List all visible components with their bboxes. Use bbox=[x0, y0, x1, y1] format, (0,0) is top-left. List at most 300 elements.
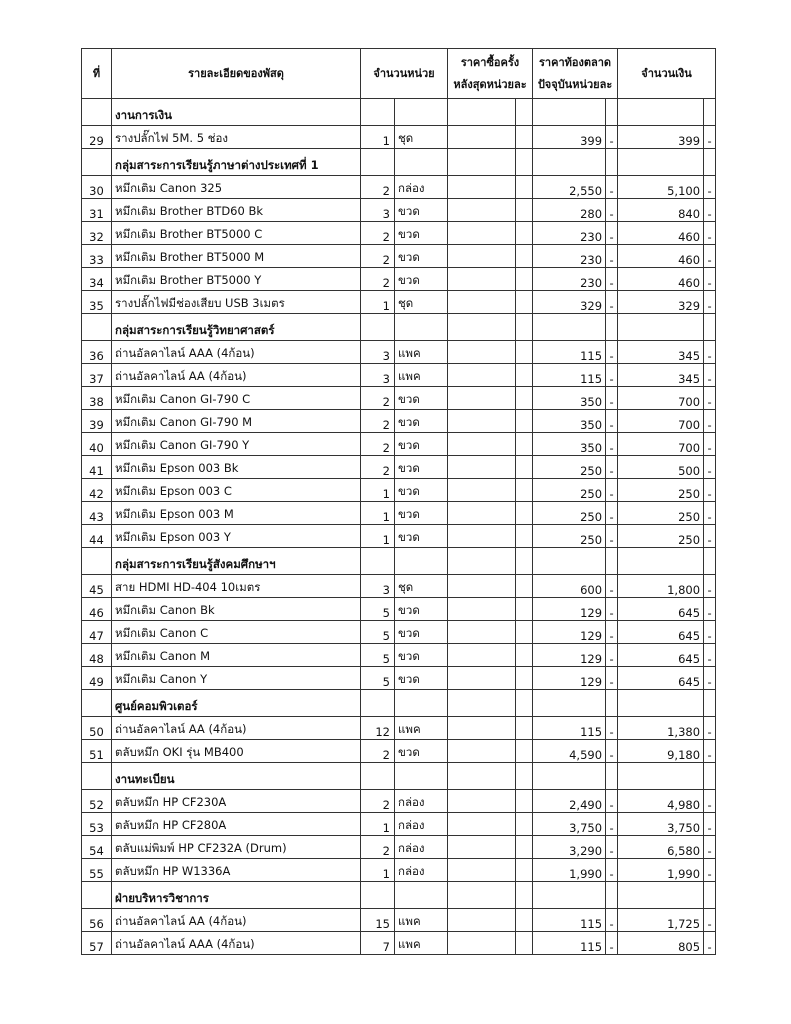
supplies-table bbox=[81, 48, 716, 955]
last-price-cell bbox=[448, 364, 516, 387]
last-price-dec-cell bbox=[516, 836, 533, 859]
item-no: 32 bbox=[82, 222, 112, 245]
group-row bbox=[82, 314, 716, 341]
item-amount: 1,725 bbox=[618, 909, 704, 932]
item-amount: 700 bbox=[618, 387, 704, 410]
market-price-dec-cell bbox=[606, 882, 618, 909]
table-row bbox=[82, 717, 716, 740]
item-market-price-dec: - bbox=[606, 502, 618, 525]
item-description: หมึกเติม Canon M bbox=[112, 644, 361, 667]
last-price-cell bbox=[448, 690, 516, 717]
last-price-cell bbox=[448, 479, 516, 502]
item-unit: ขวด bbox=[395, 525, 448, 548]
item-quantity: 2 bbox=[361, 387, 395, 410]
group-no-cell bbox=[82, 149, 112, 176]
item-unit: ชุด bbox=[395, 126, 448, 149]
item-description: ถ่านอัลคาไลน์ AAA (4ก้อน) bbox=[112, 341, 361, 364]
last-price-cell bbox=[448, 836, 516, 859]
qty-cell bbox=[361, 548, 395, 575]
last-price-cell bbox=[448, 502, 516, 525]
market-price-cell bbox=[533, 149, 606, 176]
last-price-dec-cell bbox=[516, 932, 533, 955]
item-amount: 1,990 bbox=[618, 859, 704, 882]
group-label: ฝ่ายบริหารวิชาการ bbox=[112, 882, 361, 909]
item-market-price-dec: - bbox=[606, 410, 618, 433]
last-price-cell bbox=[448, 621, 516, 644]
last-price-dec-cell bbox=[516, 621, 533, 644]
item-amount: 645 bbox=[618, 598, 704, 621]
item-amount-dec: - bbox=[704, 644, 716, 667]
item-unit: แพค bbox=[395, 364, 448, 387]
item-description: หมึกเติม Canon GI-790 C bbox=[112, 387, 361, 410]
last-price-cell bbox=[448, 199, 516, 222]
item-quantity: 1 bbox=[361, 479, 395, 502]
last-price-dec-cell bbox=[516, 717, 533, 740]
item-no: 54 bbox=[82, 836, 112, 859]
header-market-price-line1: ราคาท้องตลาด bbox=[539, 55, 612, 69]
last-price-cell bbox=[448, 410, 516, 433]
last-price-dec-cell bbox=[516, 882, 533, 909]
item-amount-dec: - bbox=[704, 433, 716, 456]
item-amount-dec: - bbox=[704, 932, 716, 955]
table-row bbox=[82, 932, 716, 955]
item-quantity: 2 bbox=[361, 790, 395, 813]
item-quantity: 2 bbox=[361, 176, 395, 199]
item-market-price-dec: - bbox=[606, 387, 618, 410]
item-description: หมึกเติม Canon Y bbox=[112, 667, 361, 690]
qty-cell bbox=[361, 882, 395, 909]
market-price-dec-cell bbox=[606, 149, 618, 176]
table-row bbox=[82, 644, 716, 667]
group-row bbox=[82, 99, 716, 126]
item-amount: 1,380 bbox=[618, 717, 704, 740]
unit-cell bbox=[395, 690, 448, 717]
last-price-dec-cell bbox=[516, 598, 533, 621]
item-amount: 250 bbox=[618, 525, 704, 548]
item-amount-dec: - bbox=[704, 479, 716, 502]
group-label: ศูนย์คอมพิวเตอร์ bbox=[112, 690, 361, 717]
item-market-price: 250 bbox=[533, 479, 606, 502]
item-amount: 3,750 bbox=[618, 813, 704, 836]
item-unit: ขวด bbox=[395, 199, 448, 222]
table-header-row bbox=[82, 49, 716, 99]
item-amount: 460 bbox=[618, 268, 704, 291]
last-price-dec-cell bbox=[516, 245, 533, 268]
item-quantity: 15 bbox=[361, 909, 395, 932]
item-description: รางปลั๊กไฟ 5M. 5 ช่อง bbox=[112, 126, 361, 149]
item-unit: ขวด bbox=[395, 644, 448, 667]
item-quantity: 5 bbox=[361, 644, 395, 667]
last-price-cell bbox=[448, 314, 516, 341]
table-row bbox=[82, 433, 716, 456]
market-price-cell bbox=[533, 548, 606, 575]
unit-cell bbox=[395, 882, 448, 909]
item-unit: ชุด bbox=[395, 575, 448, 598]
item-market-price-dec: - bbox=[606, 525, 618, 548]
header-no: ที่ bbox=[82, 49, 112, 99]
item-amount-dec: - bbox=[704, 621, 716, 644]
item-amount-dec: - bbox=[704, 199, 716, 222]
item-quantity: 5 bbox=[361, 598, 395, 621]
item-amount-dec: - bbox=[704, 667, 716, 690]
item-market-price-dec: - bbox=[606, 667, 618, 690]
item-market-price-dec: - bbox=[606, 126, 618, 149]
item-quantity: 12 bbox=[361, 717, 395, 740]
amount-dec-cell bbox=[704, 99, 716, 126]
item-description: หมึกเติม Epson 003 Y bbox=[112, 525, 361, 548]
item-market-price: 129 bbox=[533, 667, 606, 690]
qty-cell bbox=[361, 149, 395, 176]
item-quantity: 3 bbox=[361, 341, 395, 364]
market-price-cell bbox=[533, 690, 606, 717]
group-label: กลุ่มสาระการเรียนรู้สังคมศึกษาฯ bbox=[112, 548, 361, 575]
item-market-price-dec: - bbox=[606, 479, 618, 502]
last-price-cell bbox=[448, 341, 516, 364]
item-quantity: 2 bbox=[361, 433, 395, 456]
item-market-price-dec: - bbox=[606, 433, 618, 456]
table-row bbox=[82, 126, 716, 149]
item-market-price: 399 bbox=[533, 126, 606, 149]
last-price-dec-cell bbox=[516, 479, 533, 502]
amount-cell bbox=[618, 314, 704, 341]
item-no: 33 bbox=[82, 245, 112, 268]
item-no: 35 bbox=[82, 291, 112, 314]
table-row bbox=[82, 176, 716, 199]
amount-cell bbox=[618, 690, 704, 717]
last-price-cell bbox=[448, 126, 516, 149]
last-price-dec-cell bbox=[516, 667, 533, 690]
item-market-price: 329 bbox=[533, 291, 606, 314]
header-market-price-line2: ปัจจุบันหน่วยละ bbox=[537, 77, 613, 91]
item-amount: 1,800 bbox=[618, 575, 704, 598]
market-price-dec-cell bbox=[606, 763, 618, 790]
qty-cell bbox=[361, 99, 395, 126]
last-price-cell bbox=[448, 222, 516, 245]
item-market-price: 2,490 bbox=[533, 790, 606, 813]
last-price-cell bbox=[448, 245, 516, 268]
item-description: รางปลั๊กไฟมีช่องเสียบ USB 3เมตร bbox=[112, 291, 361, 314]
item-amount-dec: - bbox=[704, 410, 716, 433]
table-row bbox=[82, 222, 716, 245]
last-price-cell bbox=[448, 932, 516, 955]
item-amount: 6,580 bbox=[618, 836, 704, 859]
group-row bbox=[82, 149, 716, 176]
item-amount-dec: - bbox=[704, 740, 716, 763]
amount-dec-cell bbox=[704, 882, 716, 909]
amount-cell bbox=[618, 149, 704, 176]
last-price-dec-cell bbox=[516, 222, 533, 245]
last-price-cell bbox=[448, 763, 516, 790]
item-unit: ขวด bbox=[395, 433, 448, 456]
item-amount: 645 bbox=[618, 644, 704, 667]
item-market-price-dec: - bbox=[606, 268, 618, 291]
item-market-price: 280 bbox=[533, 199, 606, 222]
group-label: กลุ่มสาระการเรียนรู้ภาษาต่างประเทศที่ 1 bbox=[112, 149, 361, 176]
last-price-dec-cell bbox=[516, 548, 533, 575]
table-row bbox=[82, 387, 716, 410]
item-market-price-dec: - bbox=[606, 291, 618, 314]
item-quantity: 1 bbox=[361, 525, 395, 548]
item-unit: แพค bbox=[395, 717, 448, 740]
item-amount: 460 bbox=[618, 245, 704, 268]
item-market-price: 129 bbox=[533, 644, 606, 667]
item-market-price: 250 bbox=[533, 456, 606, 479]
item-description: หมึกเติม Brother BT5000 M bbox=[112, 245, 361, 268]
item-amount-dec: - bbox=[704, 909, 716, 932]
last-price-dec-cell bbox=[516, 525, 533, 548]
table-row bbox=[82, 268, 716, 291]
item-amount-dec: - bbox=[704, 575, 716, 598]
item-amount-dec: - bbox=[704, 717, 716, 740]
item-description: หมึกเติม Brother BTD60 Bk bbox=[112, 199, 361, 222]
last-price-dec-cell bbox=[516, 176, 533, 199]
item-description: หมึกเติม Epson 003 M bbox=[112, 502, 361, 525]
item-unit: กล่อง bbox=[395, 790, 448, 813]
item-market-price: 115 bbox=[533, 364, 606, 387]
item-no: 30 bbox=[82, 176, 112, 199]
item-no: 42 bbox=[82, 479, 112, 502]
amount-cell bbox=[618, 99, 704, 126]
group-label: กลุ่มสาระการเรียนรู้วิทยาศาสตร์ bbox=[112, 314, 361, 341]
item-no: 31 bbox=[82, 199, 112, 222]
amount-cell bbox=[618, 882, 704, 909]
item-market-price-dec: - bbox=[606, 644, 618, 667]
item-market-price-dec: - bbox=[606, 859, 618, 882]
group-row bbox=[82, 763, 716, 790]
item-market-price-dec: - bbox=[606, 932, 618, 955]
item-market-price: 115 bbox=[533, 932, 606, 955]
item-quantity: 1 bbox=[361, 126, 395, 149]
item-description: ถ่านอัลคาไลน์ AA (4ก้อน) bbox=[112, 909, 361, 932]
group-label: งานการเงิน bbox=[112, 99, 361, 126]
last-price-dec-cell bbox=[516, 410, 533, 433]
item-market-price-dec: - bbox=[606, 456, 618, 479]
table-row bbox=[82, 621, 716, 644]
last-price-cell bbox=[448, 909, 516, 932]
item-market-price-dec: - bbox=[606, 575, 618, 598]
item-quantity: 3 bbox=[361, 575, 395, 598]
item-market-price: 230 bbox=[533, 268, 606, 291]
item-no: 39 bbox=[82, 410, 112, 433]
item-amount: 329 bbox=[618, 291, 704, 314]
item-market-price: 350 bbox=[533, 410, 606, 433]
item-quantity: 2 bbox=[361, 740, 395, 763]
qty-cell bbox=[361, 763, 395, 790]
item-amount: 345 bbox=[618, 364, 704, 387]
item-quantity: 3 bbox=[361, 364, 395, 387]
item-description: หมึกเติม Canon GI-790 M bbox=[112, 410, 361, 433]
item-amount-dec: - bbox=[704, 525, 716, 548]
item-quantity: 1 bbox=[361, 291, 395, 314]
item-quantity: 2 bbox=[361, 456, 395, 479]
item-amount: 4,980 bbox=[618, 790, 704, 813]
amount-dec-cell bbox=[704, 149, 716, 176]
last-price-cell bbox=[448, 790, 516, 813]
item-market-price-dec: - bbox=[606, 717, 618, 740]
last-price-dec-cell bbox=[516, 909, 533, 932]
item-quantity: 2 bbox=[361, 410, 395, 433]
last-price-cell bbox=[448, 548, 516, 575]
last-price-cell bbox=[448, 291, 516, 314]
item-unit: ขวด bbox=[395, 456, 448, 479]
item-no: 53 bbox=[82, 813, 112, 836]
amount-cell bbox=[618, 548, 704, 575]
market-price-dec-cell bbox=[606, 314, 618, 341]
item-quantity: 5 bbox=[361, 621, 395, 644]
group-no-cell bbox=[82, 763, 112, 790]
table-row bbox=[82, 525, 716, 548]
last-price-cell bbox=[448, 644, 516, 667]
last-price-dec-cell bbox=[516, 644, 533, 667]
item-market-price: 250 bbox=[533, 525, 606, 548]
item-market-price-dec: - bbox=[606, 176, 618, 199]
header-last-price-line2: หลังสุดหน่วยละ bbox=[453, 77, 527, 91]
item-unit: กล่อง bbox=[395, 813, 448, 836]
group-row bbox=[82, 548, 716, 575]
item-unit: ขวด bbox=[395, 667, 448, 690]
last-price-cell bbox=[448, 525, 516, 548]
item-market-price: 115 bbox=[533, 717, 606, 740]
table-row bbox=[82, 575, 716, 598]
item-no: 36 bbox=[82, 341, 112, 364]
item-market-price: 350 bbox=[533, 433, 606, 456]
item-amount-dec: - bbox=[704, 364, 716, 387]
market-price-cell bbox=[533, 763, 606, 790]
item-unit: กล่อง bbox=[395, 176, 448, 199]
item-no: 57 bbox=[82, 932, 112, 955]
last-price-cell bbox=[448, 268, 516, 291]
item-market-price: 4,590 bbox=[533, 740, 606, 763]
last-price-cell bbox=[448, 717, 516, 740]
group-no-cell bbox=[82, 314, 112, 341]
last-price-dec-cell bbox=[516, 291, 533, 314]
table-row bbox=[82, 456, 716, 479]
item-description: หมึกเติม Canon 325 bbox=[112, 176, 361, 199]
last-price-cell bbox=[448, 387, 516, 410]
table-row bbox=[82, 667, 716, 690]
last-price-cell bbox=[448, 859, 516, 882]
item-unit: ขวด bbox=[395, 479, 448, 502]
item-description: ถ่านอัลคาไลน์ AA (4ก้อน) bbox=[112, 717, 361, 740]
item-amount: 5,100 bbox=[618, 176, 704, 199]
item-amount: 645 bbox=[618, 667, 704, 690]
item-description: ตลับหมึก HP CF280A bbox=[112, 813, 361, 836]
market-price-cell bbox=[533, 99, 606, 126]
market-price-cell bbox=[533, 314, 606, 341]
last-price-dec-cell bbox=[516, 502, 533, 525]
group-no-cell bbox=[82, 882, 112, 909]
last-price-cell bbox=[448, 176, 516, 199]
item-description: หมึกเติม Canon GI-790 Y bbox=[112, 433, 361, 456]
item-market-price: 350 bbox=[533, 387, 606, 410]
last-price-dec-cell bbox=[516, 149, 533, 176]
last-price-dec-cell bbox=[516, 859, 533, 882]
item-description: หมึกเติม Epson 003 Bk bbox=[112, 456, 361, 479]
item-unit: ขวด bbox=[395, 740, 448, 763]
unit-cell bbox=[395, 149, 448, 176]
item-market-price-dec: - bbox=[606, 790, 618, 813]
item-no: 48 bbox=[82, 644, 112, 667]
table-row bbox=[82, 836, 716, 859]
item-no: 46 bbox=[82, 598, 112, 621]
table-row bbox=[82, 364, 716, 387]
market-price-dec-cell bbox=[606, 690, 618, 717]
group-row bbox=[82, 882, 716, 909]
item-description: หมึกเติม Epson 003 C bbox=[112, 479, 361, 502]
item-amount-dec: - bbox=[704, 341, 716, 364]
table-row bbox=[82, 909, 716, 932]
item-amount-dec: - bbox=[704, 598, 716, 621]
item-description: ตลับหมึก HP CF230A bbox=[112, 790, 361, 813]
item-unit: ขวด bbox=[395, 621, 448, 644]
group-no-cell bbox=[82, 548, 112, 575]
header-last-price bbox=[448, 49, 533, 99]
item-market-price: 250 bbox=[533, 502, 606, 525]
item-quantity: 2 bbox=[361, 222, 395, 245]
item-no: 41 bbox=[82, 456, 112, 479]
item-description: หมึกเติม Brother BT5000 C bbox=[112, 222, 361, 245]
table-row bbox=[82, 813, 716, 836]
item-market-price: 129 bbox=[533, 598, 606, 621]
table-row bbox=[82, 859, 716, 882]
last-price-cell bbox=[448, 598, 516, 621]
item-market-price: 115 bbox=[533, 341, 606, 364]
group-label: งานทะเบียน bbox=[112, 763, 361, 790]
item-quantity: 2 bbox=[361, 268, 395, 291]
item-amount: 345 bbox=[618, 341, 704, 364]
item-unit: แพค bbox=[395, 932, 448, 955]
last-price-dec-cell bbox=[516, 99, 533, 126]
item-amount-dec: - bbox=[704, 813, 716, 836]
item-quantity: 1 bbox=[361, 859, 395, 882]
market-price-dec-cell bbox=[606, 99, 618, 126]
item-amount-dec: - bbox=[704, 222, 716, 245]
header-amount: จำนวนเงิน bbox=[618, 49, 716, 99]
item-market-price: 1,990 bbox=[533, 859, 606, 882]
item-no: 44 bbox=[82, 525, 112, 548]
item-no: 56 bbox=[82, 909, 112, 932]
header-last-price-line1: ราคาซื้อครั้ง bbox=[460, 55, 520, 69]
last-price-dec-cell bbox=[516, 387, 533, 410]
market-price-dec-cell bbox=[606, 548, 618, 575]
item-quantity: 5 bbox=[361, 667, 395, 690]
last-price-dec-cell bbox=[516, 268, 533, 291]
item-market-price-dec: - bbox=[606, 199, 618, 222]
item-no: 51 bbox=[82, 740, 112, 763]
last-price-cell bbox=[448, 456, 516, 479]
item-market-price-dec: - bbox=[606, 836, 618, 859]
item-description: หมึกเติม Canon C bbox=[112, 621, 361, 644]
item-unit: แพค bbox=[395, 341, 448, 364]
group-row bbox=[82, 690, 716, 717]
item-market-price-dec: - bbox=[606, 598, 618, 621]
item-no: 43 bbox=[82, 502, 112, 525]
item-amount: 250 bbox=[618, 502, 704, 525]
header-quantity: จำนวนหน่วย bbox=[361, 49, 448, 99]
item-amount-dec: - bbox=[704, 836, 716, 859]
item-quantity: 7 bbox=[361, 932, 395, 955]
item-amount-dec: - bbox=[704, 268, 716, 291]
last-price-dec-cell bbox=[516, 341, 533, 364]
item-description: สาย HDMI HD-404 10เมตร bbox=[112, 575, 361, 598]
item-market-price-dec: - bbox=[606, 364, 618, 387]
header-market-price bbox=[533, 49, 618, 99]
amount-dec-cell bbox=[704, 314, 716, 341]
amount-dec-cell bbox=[704, 763, 716, 790]
item-market-price-dec: - bbox=[606, 909, 618, 932]
item-amount: 460 bbox=[618, 222, 704, 245]
item-amount: 805 bbox=[618, 932, 704, 955]
